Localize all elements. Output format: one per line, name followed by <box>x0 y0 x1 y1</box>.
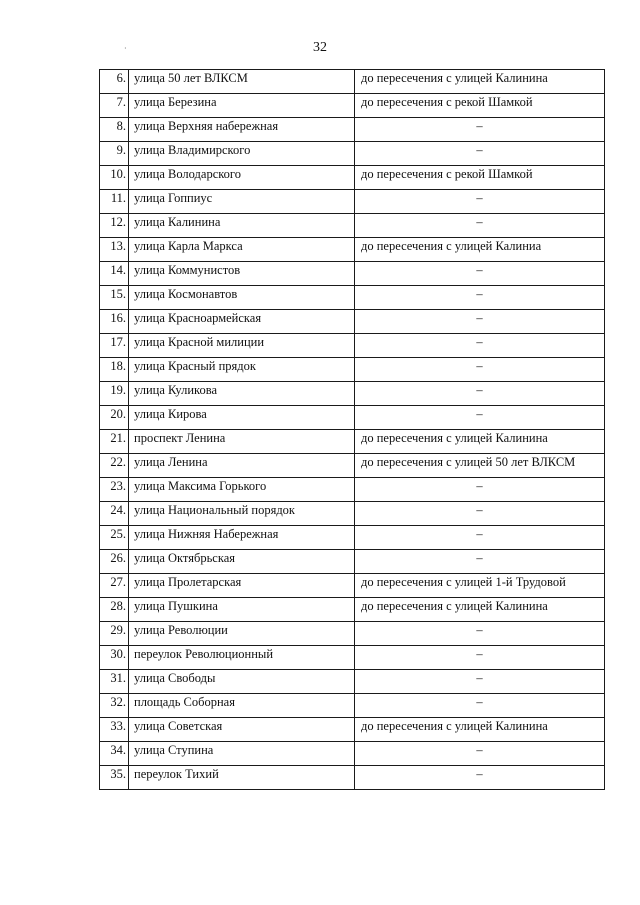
street-name: улица Пушкина <box>129 598 355 622</box>
street-limit: – <box>355 190 605 214</box>
street-name: улица Нижняя Набережная <box>129 526 355 550</box>
street-name: улица Коммунистов <box>129 262 355 286</box>
table-row <box>100 526 605 550</box>
street-limit: – <box>355 670 605 694</box>
table-row <box>100 694 605 718</box>
street-limit: – <box>355 526 605 550</box>
street-name: улица Октябрьская <box>129 550 355 574</box>
street-limit: – <box>355 502 605 526</box>
street-limit: – <box>355 358 605 382</box>
street-name: улица Красной милиции <box>129 334 355 358</box>
table-row <box>100 190 605 214</box>
street-limit: до пересечения с рекой Шамкой <box>355 166 605 190</box>
table-row <box>100 502 605 526</box>
table-row <box>100 406 605 430</box>
row-number: 12. <box>100 214 129 238</box>
table-row <box>100 766 605 790</box>
table-row <box>100 358 605 382</box>
table-row <box>100 670 605 694</box>
street-limit: до пересечения с рекой Шамкой <box>355 94 605 118</box>
stray-mark: · <box>124 44 127 53</box>
street-limit: – <box>355 262 605 286</box>
street-name: улица Володарского <box>129 166 355 190</box>
row-number: 11. <box>100 190 129 214</box>
table-row <box>100 454 605 478</box>
table-row <box>100 142 605 166</box>
street-name: площадь Соборная <box>129 694 355 718</box>
row-number: 19. <box>100 382 129 406</box>
table-row <box>100 334 605 358</box>
street-name: улица Куликова <box>129 382 355 406</box>
row-number: 32. <box>100 694 129 718</box>
table-row <box>100 742 605 766</box>
street-limit: до пересечения с улицей Калинина <box>355 598 605 622</box>
street-name: улица Калинина <box>129 214 355 238</box>
street-name: улица Карла Маркса <box>129 238 355 262</box>
table-row <box>100 550 605 574</box>
table-row <box>100 574 605 598</box>
street-limit: – <box>355 550 605 574</box>
table-row <box>100 430 605 454</box>
row-number: 7. <box>100 94 129 118</box>
row-number: 30. <box>100 646 129 670</box>
street-limit: до пересечения с улицей Калинина <box>355 430 605 454</box>
table-row <box>100 262 605 286</box>
table-row <box>100 622 605 646</box>
street-name: переулок Тихий <box>129 766 355 790</box>
street-name: улица Советская <box>129 718 355 742</box>
street-limit: – <box>355 142 605 166</box>
row-number: 15. <box>100 286 129 310</box>
table-row <box>100 646 605 670</box>
table-row <box>100 718 605 742</box>
row-number: 16. <box>100 310 129 334</box>
street-limit: – <box>355 766 605 790</box>
street-name: улица Свободы <box>129 670 355 694</box>
row-number: 35. <box>100 766 129 790</box>
row-number: 6. <box>100 70 129 94</box>
streets-table-body <box>100 70 605 790</box>
street-limit: – <box>355 382 605 406</box>
table-row <box>100 382 605 406</box>
street-limit: – <box>355 646 605 670</box>
row-number: 18. <box>100 358 129 382</box>
row-number: 27. <box>100 574 129 598</box>
row-number: 14. <box>100 262 129 286</box>
street-name: улица Гоппиус <box>129 190 355 214</box>
street-limit: – <box>355 118 605 142</box>
street-name: улица Национальный порядок <box>129 502 355 526</box>
street-name: переулок Революционный <box>129 646 355 670</box>
street-limit: – <box>355 310 605 334</box>
street-name: улица Максима Горького <box>129 478 355 502</box>
street-name: улица Красный прядок <box>129 358 355 382</box>
street-limit: – <box>355 478 605 502</box>
street-name: улица Пролетарская <box>129 574 355 598</box>
row-number: 17. <box>100 334 129 358</box>
street-limit: – <box>355 742 605 766</box>
row-number: 29. <box>100 622 129 646</box>
row-number: 8. <box>100 118 129 142</box>
street-name: улица Березина <box>129 94 355 118</box>
street-name: улица 50 лет ВЛКСМ <box>129 70 355 94</box>
street-name: улица Революции <box>129 622 355 646</box>
row-number: 9. <box>100 142 129 166</box>
table-row <box>100 70 605 94</box>
row-number: 21. <box>100 430 129 454</box>
row-number: 33. <box>100 718 129 742</box>
street-limit: – <box>355 694 605 718</box>
street-limit: до пересечения с улицей 1-й Трудовой <box>355 574 605 598</box>
row-number: 10. <box>100 166 129 190</box>
table-row <box>100 286 605 310</box>
street-name: улица Верхняя набережная <box>129 118 355 142</box>
street-limit: до пересечения с улицей Калинина <box>355 70 605 94</box>
street-name: улица Ступина <box>129 742 355 766</box>
street-limit: до пересечения с улицей 50 лет ВЛКСМ <box>355 454 605 478</box>
row-number: 24. <box>100 502 129 526</box>
row-number: 23. <box>100 478 129 502</box>
table-row <box>100 310 605 334</box>
page-number: 32 <box>313 40 327 55</box>
street-limit: – <box>355 622 605 646</box>
table-row <box>100 478 605 502</box>
street-name: улица Красноармейская <box>129 310 355 334</box>
street-limit: до пересечения с улицей Калинина <box>355 718 605 742</box>
row-number: 20. <box>100 406 129 430</box>
row-number: 25. <box>100 526 129 550</box>
street-name: проспект Ленина <box>129 430 355 454</box>
street-limit: – <box>355 406 605 430</box>
street-limit: до пересечения с улицей Калиниа <box>355 238 605 262</box>
table-row <box>100 238 605 262</box>
row-number: 13. <box>100 238 129 262</box>
row-number: 31. <box>100 670 129 694</box>
street-name: улица Кирова <box>129 406 355 430</box>
table-row <box>100 166 605 190</box>
street-name: улица Ленина <box>129 454 355 478</box>
table-row <box>100 598 605 622</box>
street-name: улица Космонавтов <box>129 286 355 310</box>
table-row <box>100 214 605 238</box>
street-name: улица Владимирского <box>129 142 355 166</box>
street-limit: – <box>355 286 605 310</box>
row-number: 22. <box>100 454 129 478</box>
row-number: 34. <box>100 742 129 766</box>
streets-table <box>99 69 605 790</box>
row-number: 26. <box>100 550 129 574</box>
row-number: 28. <box>100 598 129 622</box>
street-limit: – <box>355 334 605 358</box>
table-row <box>100 94 605 118</box>
table-row <box>100 118 605 142</box>
street-limit: – <box>355 214 605 238</box>
